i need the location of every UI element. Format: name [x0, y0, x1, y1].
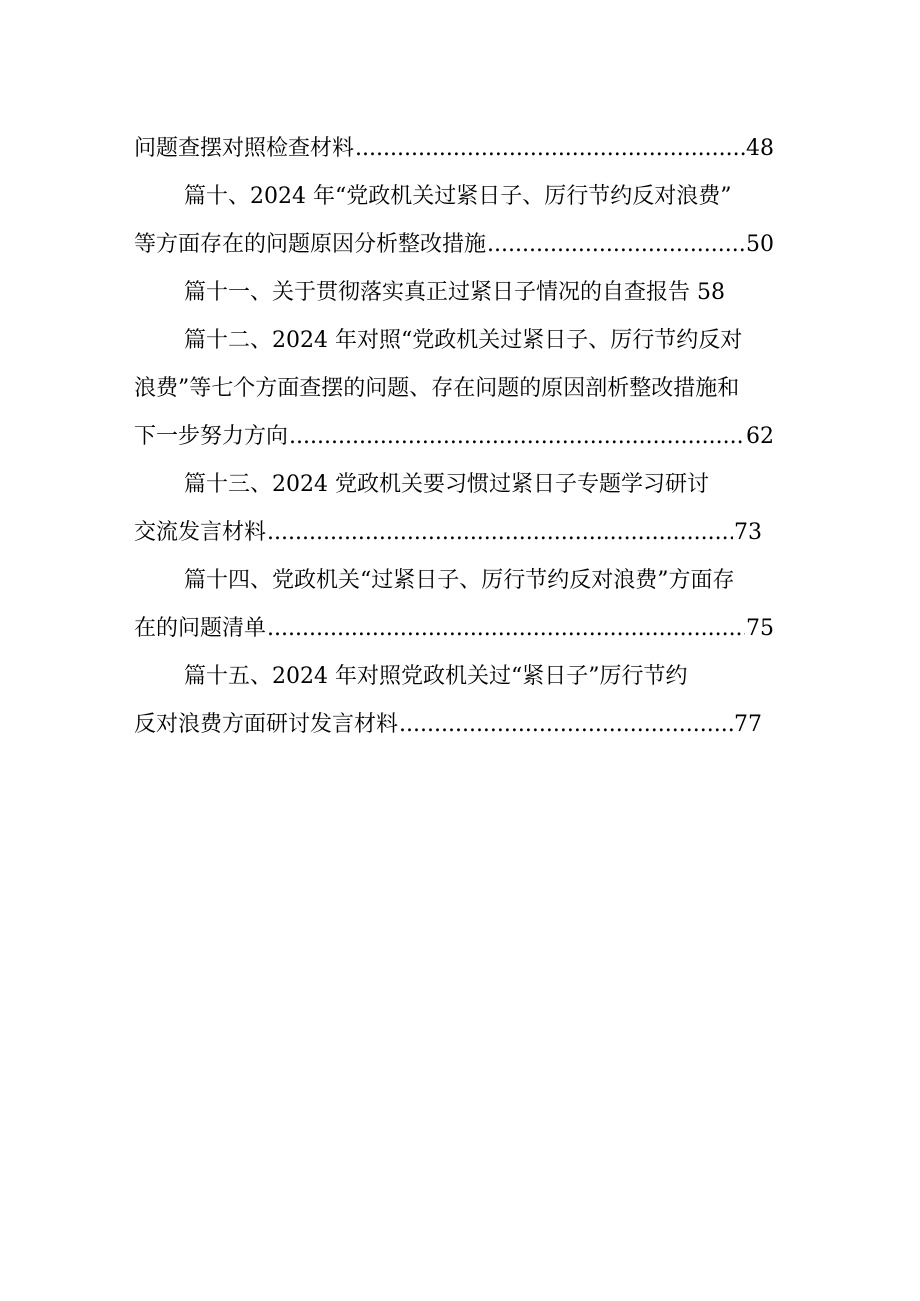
page-number: 73 — [734, 520, 762, 545]
toc-entry-title: 反对浪费方面研讨发言材料 — [134, 712, 399, 737]
toc-entry-77[interactable] — [134, 708, 762, 742]
toc-entry-title: 下一步努力方向 — [134, 424, 289, 449]
toc-entry-title: 交流发言材料 — [134, 520, 267, 545]
toc-entry-title-line[interactable]: 篇十三、2024 党政机关要习惯过紧日子专题学习研讨 — [184, 472, 709, 497]
dot-leader — [399, 708, 733, 742]
toc-entry-title-line[interactable]: 篇十四、党政机关“过紧日子、厉行节约反对浪费”方面存 — [184, 568, 735, 593]
toc-entry-title-line[interactable]: 浪费”等七个方面查摆的问题、存在问题的原因剖析整改措施和 — [134, 376, 740, 401]
toc-entry-73[interactable] — [134, 516, 762, 550]
toc-entry-50[interactable] — [134, 228, 774, 262]
page-number: 48 — [746, 136, 774, 161]
toc-entry-58[interactable]: 篇十一、关于贯彻落实真正过紧日子情况的自查报告 58 — [184, 280, 725, 305]
dot-leader — [267, 612, 745, 646]
page-number: 77 — [734, 712, 762, 737]
toc-entry-title: 等方面存在的问题原因分析整改措施 — [134, 232, 487, 257]
page-number: 62 — [746, 424, 774, 449]
toc-entry-62[interactable] — [134, 420, 774, 454]
toc-entry-title: 在的问题清单 — [134, 616, 267, 641]
toc-entry-48[interactable] — [134, 132, 774, 166]
dot-leader — [487, 228, 745, 262]
toc-entry-title: 问题查摆对照检查材料 — [134, 136, 355, 161]
dot-leader — [355, 132, 745, 166]
toc-entry-75[interactable] — [134, 612, 774, 646]
toc-entry-title-line[interactable]: 篇十五、2024 年对照党政机关过“紧日子”厉行节约 — [184, 664, 688, 689]
dot-leader — [289, 420, 745, 454]
page-number: 75 — [746, 616, 774, 641]
page-number: 50 — [746, 232, 774, 257]
dot-leader — [267, 516, 733, 550]
toc-entry-title-line[interactable]: 篇十二、2024 年对照“党政机关过紧日子、厉行节约反对 — [184, 328, 743, 353]
toc-entry-title-line[interactable]: 篇十、2024 年“党政机关过紧日子、厉行节约反对浪费” — [184, 184, 732, 209]
